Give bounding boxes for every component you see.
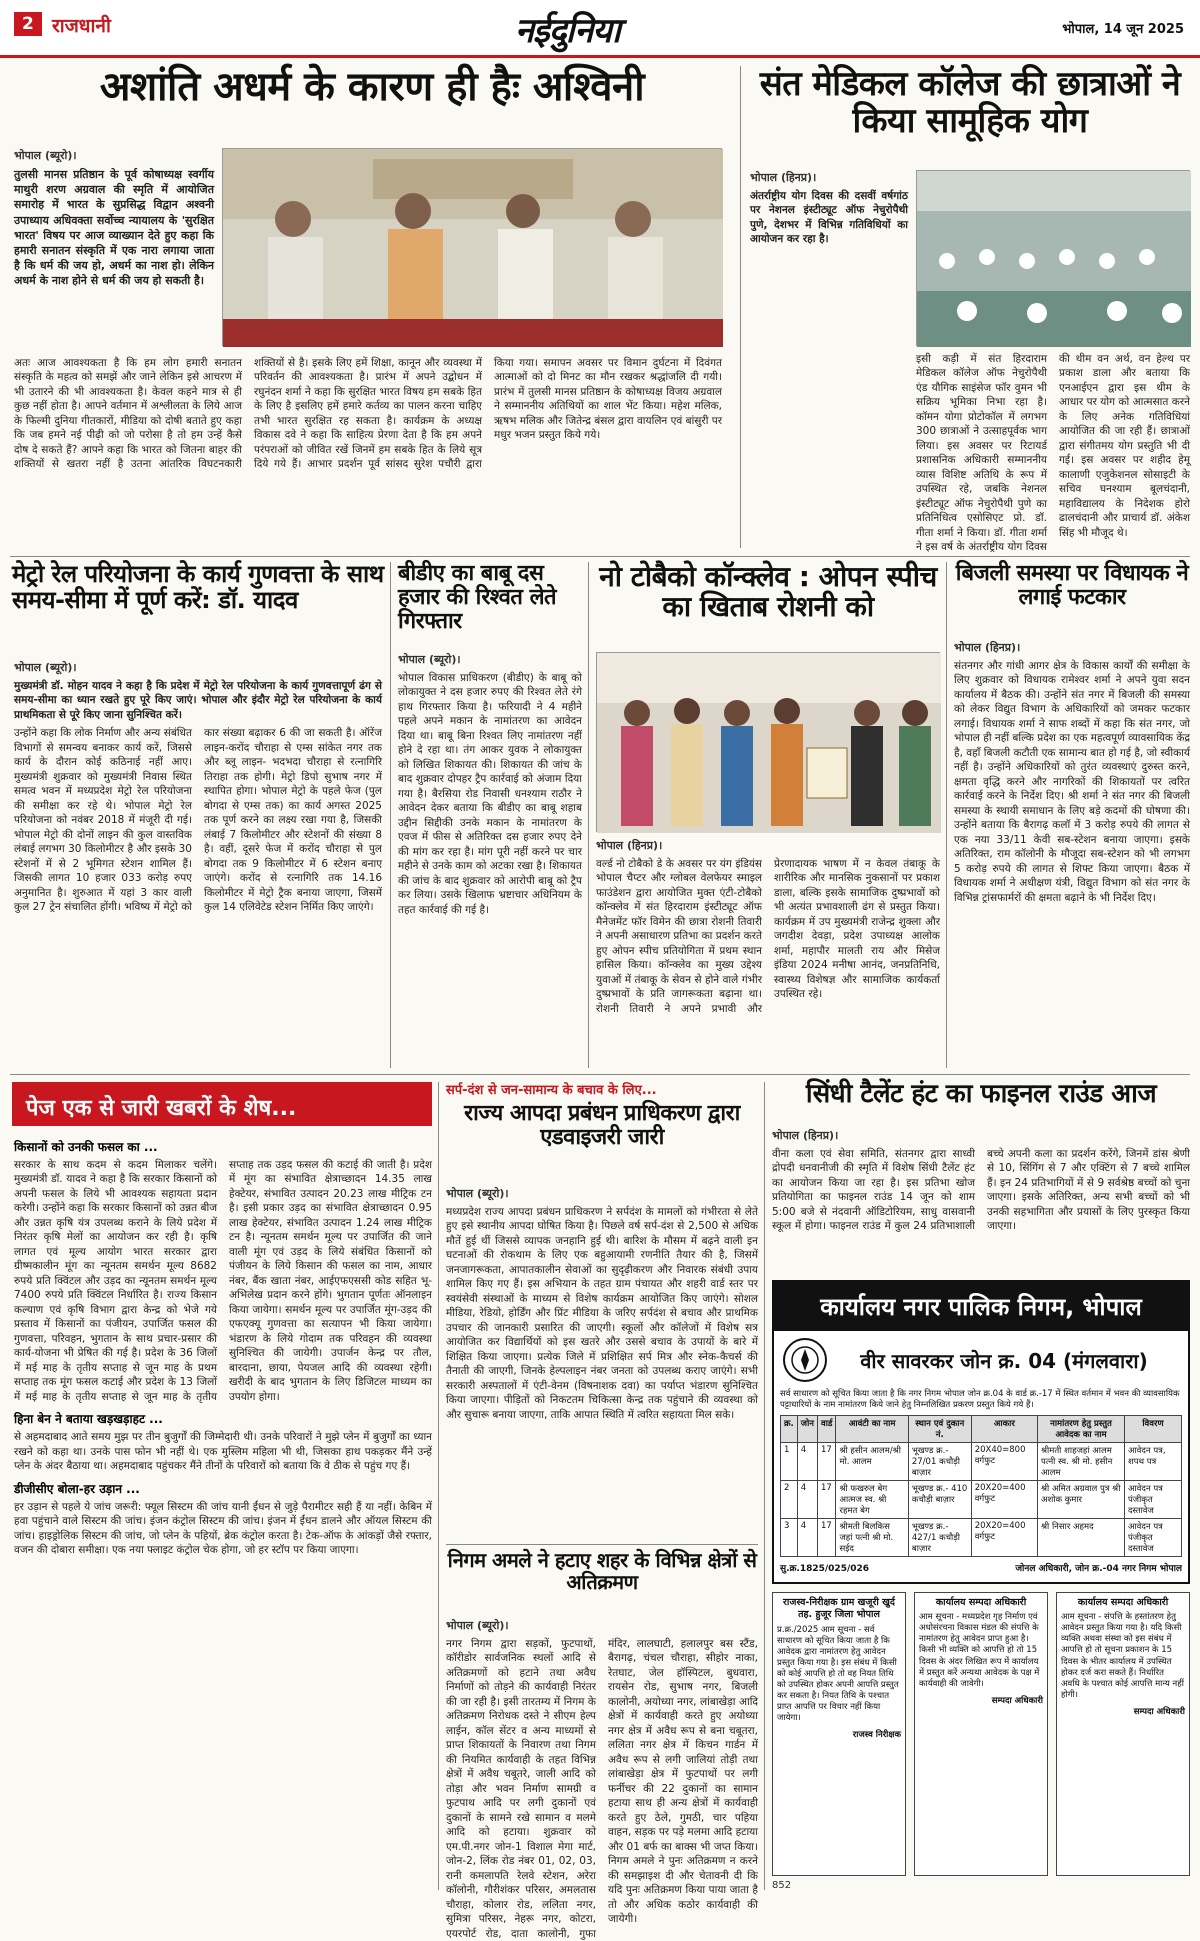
- notice-subtitle: वीर सावरकर जोन क्र. 04 (मंगलवारा): [860, 1348, 1148, 1373]
- table-cell: 17: [818, 1481, 836, 1519]
- table-cell: श्रीमती बिलकिस जहां पत्नी श्री मो. सईद: [836, 1519, 908, 1557]
- story1-lead-text: तुलसी मानस प्रतिष्ठान के पूर्व कोषाध्यक्ष स्वर्गीय माथुरी शरण अग्रवाल की स्मृति में आयोजित समारोह में भारत के सुप्रसिद्ध विद्वान अश्वनी उपाध्याय अधिवक्ता सर्वोच्च न्यायालय के 'सुरक्षित भारत' विषय पर आज व्याख्यान देते हुए कहा कि हमारी सनातन संस्कृति में एक नारा लगाया जाता है कि धर्म की जय हो, अधर्म का नाश हो। लेकिन अधर्म के नाश होने से धर्म की जय हो सकती है।: [14, 168, 214, 288]
- notice-ref-number: सु.क्र.1825/025/026: [780, 1564, 870, 1575]
- section-name: राजधानी: [52, 15, 111, 37]
- story3-headline-box: [12, 562, 384, 654]
- page-number: 2: [14, 12, 42, 36]
- story5-headline-box: [596, 562, 940, 648]
- notice-col-header: विवरण: [1124, 1416, 1181, 1443]
- story5-body: [596, 838, 940, 1068]
- story7-body: [446, 1186, 758, 1538]
- notice-col-header: स्थान एवं दुकान नं.: [908, 1416, 971, 1443]
- table-row: [781, 1481, 1182, 1519]
- story9-body-text: वीना कला एवं सेवा समिति, संतनगर द्वारा साध्वी द्रोपदी धनवानीजी की स्मृति में विशेष सिंधी टैलेंट हंट का आयोजन किया जा रहा है। इस प्रतिभा खोज प्रतियोगिता का फाइनल राउंड 14 जून को शाम 5:00 बजे से नंदवानी ऑडिटोरियम, साधु वासवानी स्कूल में होगा। फाइनल राउंड में कुल 24 प्रतिभाशाली बच्चे अपनी कला का प्रदर्शन करेंगे, जिनमें डांस श्रेणी से 10, सिंगिंग से 7 और एक्टिंग से 7 बच्चे शामिल हैं। इन 24 प्रतिभागियों में से 9 सर्वश्रेष्ठ बच्चों को चुना जाएगा। इसके अतिरिक्त, अन्य सभी बच्चों को भी उनकी सहभागिता और प्रयासों के लिए पुरस्कृत किया जाएगा।: [772, 1148, 1190, 1233]
- small-notice-2: [914, 1592, 1048, 1876]
- story2-lead-text: अंतर्राष्ट्रीय योग दिवस की दसवीं वर्षगांठ पर नेशनल इंस्टीट्यूट ऑफ नेचुरोपैथी पुणे, देशभर में विभिन्न गतिविधियों का आयोजन कर रहा है।: [750, 190, 908, 246]
- newspaper-logo: नईदुनिया: [515, 11, 620, 51]
- continued-body1: सरकार के साथ कदम से कदम मिलाकर चलेंगे। मुख्यमंत्री डॉ. यादव ने कहा है कि सरकार किसानों को अपनी फसल के लिये भी आवश्यक सहायता प्रदान करेगी। उन्होंने कहा कि सरकार किसानों को उन्नत बीज और उन्नत कृषि यंत्र उपलब्ध कराने के लिये प्रदेश में निरंतर कृषि मेलों का आयोजन कर रही है। कृषि लागत एवं मूल्य आयोग भारत सरकार द्वारा ग्रीष्मकालीन मूंग का न्यूनतम समर्थन मूल्य 8682 रुपये प्रति क्विंटल और उड़द का न्यूनतम समर्थन मूल्य 7400 रुपये प्रति क्विंटल निर्धारित है। राज्य किसान कल्याण एवं कृषि विभाग द्वारा केन्द्र को भेजे गये प्रस्ताव में किसानों का पंजीयन, उपार्जित फसल की गुणवत्ता, परिवहन, भुगतान के साथ प्रचार-प्रसार की कार्य-योजना भी प्रेषित की गई है। प्रदेश के 36 जिलों में मई माह के तृतीय सप्ताह से जून माह के प्रथम सप्ताह तक मूंग फसल कटाई और प्रदेश के 13 जिलों में मई माह के तृतीय सप्ताह से जून माह के तृतीय सप्ताह तक उड़द फसल की कटाई की जाती है। प्रदेश में मूंग का संभावित क्षेत्राच्छादन 14.35 लाख हेक्टेयर, संभावित उत्पादन 20.23 लाख मीट्रिक टन है। इसी प्रकार उड़द का संभावित क्षेत्राच्छादन 0.95 लाख हेक्टेयर, संभावित उत्पादन 1.24 लाख मीट्रिक टन है। न्यूनतम समर्थन मूल्य पर उपार्जित की जाने वाली मूंग एवं उड़द के लिये संबंधित किसानों को पंजीयन के लिये किसान की फसल का नाम, आधार नंबर, बैंक खाता नंबर, आईएफएससी कोड सहित भू-अभिलेख प्रदान करने होंगे। भुगतान पूर्णतः ऑनलाइन किया जायेगा। समर्थन मूल्य पर उपार्जित मूंग-उड़द की एफएक्यू गुणवत्ता का सत्यापन भी किया जायेगा। भंडारण के लिये गोदाम तक परिवहन की व्यवस्था सुनिश्चित की जायेगी। उपार्जन केन्द्र पर तौल, बारदाना, छाया, पेयजल आदि की व्यवस्था रहेगी। खरीदी के बाद भुगतान के लिए डिजिटल माध्यम का उपयोग होगा।: [14, 1159, 432, 1403]
- story8-body-text: नगर निगम द्वारा सड़कों, फुटपाथों, कॉरीडोर सार्वजनिक स्थलों आदि से अतिक्रमणों को हटाने तथा अवैध निर्माणों को तोड़ने की कार्यवाही निरंतर की जा रही है। इसी तारतम्य में निगम के अतिक्रमण निरोधक दस्ते ने सीएम हेल्प लाईन, कॉल सेंटर व अन्य माध्यमों से प्राप्त शिकायतों के निवारण तथा निगम की नियमित कार्यवाही के तहत विभिन्न क्षेत्रों में अवैध चबूतरे, जाली आदि को तोड़ा और भवन निर्माण सामग्री व फुटपाथ आदि पर लगी दुकानों एवं दुकानों के सामने रखे सामान व मलमे आदि को हटाया। शुक्रवार को एम.पी.नगर जोन-1 विशाल मेगा मार्ट, जोन-2, लिंक रोड नंबर 01, 02, 03, रानी कमलापति रेलवे स्टेशन, अरेरा कॉलोनी, गौरीशंकर परिसर, अमलतास चौराहा, कोलार रोड, ललिता नगर, सुमित्रा परिसर, नेहरू नगर, कोटरा, एयरपोर्ट रोड, दाता कालोनी, गुफा मंदिर, लालघाटी, हलालपुर बस स्टैंड, बैरागढ़, चंचल चौराहा, सीहोर नाका, रेतघाट, जेल हॉस्पिटल, बुधवारा, रायसेन रोड, सुभाष नगर, बिजली कालोनी, अयोध्या नगर, लांबाखेड़ा आदि क्षेत्रों में कार्यवाही करते हुए अयोध्या नगर क्षेत्र में अवैध रूप से बना चबूतरा, ललिता नगर क्षेत्र में किचन गार्डन में अवैध रूप से लगी जालियां तोड़ी तथा लांबाखेड़ा क्षेत्र में फुटपाथों पर लगी फर्नीचर की 22 दुकानों का सामान हटाया साथ ही अन्य क्षेत्रों में कार्यवाही करते हुए ठेले, गुमठी, चार पहिया वाहन, सड़क पर पड़े मलमा आदि हटाया और 01 बर्फ का बाक्स भी जप्त किया। निगम अमले ने पुनः अतिक्रमण न करने की समझाइश दी और चेतावनी दी कि यदि पुनः अतिक्रमण किया पाया जाता है तो और अधिक कठोर कार्यवाही की जायेगी।: [446, 1638, 758, 1940]
- story6-body-text: संतनगर और गांधी आगर क्षेत्र के विकास कार्यों की समीक्षा के लिए शुक्रवार को विधायक रामेश्वर शर्मा ने अपने युवा सदन कार्यालय में बैठक की। उन्होंने संत नगर में बिजली की समस्या को लेकर विद्युत विभाग के अधिकारियों को जमकर फटकार लगाई। विधायक शर्मा ने साफ शब्दों में कहा कि संत नगर, जो भोपाल ही नहीं बल्कि प्रदेश का एक महत्वपूर्ण व्यावसायिक केंद्र है, वहाँ बिजली कटौती एक सामान्य बात हो गई है, जो स्वीकार्य नहीं है। उन्होंने अधिकारियों को तुरंत व्यवस्थाएं दुरुस्त करने, क्षमता वृद्धि करने और नागरिकों की शिकायतों पर त्वरित कार्रवाई करने के निर्देश दिए। श्री शर्मा ने संत नगर की बिजली समस्या के स्थायी समाधान के लिए बड़े कदमों की घोषणा की। उन्होंने बताया कि बैरागढ़ कलॉ में 3 करोड़ रुपये की लागत से एक नया 33/11 केवी सब-स्टेशन बनाया जाएगा। इसके अतिरिक्त, राम कॉलोनी के मौजूदा सब-स्टेशन को भी लगभग 5 करोड़ रुपये की लागत से शिफ्ट किया जाएगा। बैठक में विधायक शर्मा ने अधीक्षण यंत्री, विद्युत विभाग को संत नगर के विभिन्न ट्रांसफार्मरों की क्षमता बढ़ाने के भी निर्देश दिए।: [954, 660, 1190, 904]
- small-notice-title: कार्यालय सम्पदा अधिकारी: [935, 1597, 1027, 1608]
- table-cell: 20X20=400 वर्गफुट: [971, 1481, 1037, 1519]
- table-cell: 3: [781, 1519, 798, 1557]
- small-notice-title: राजस्व-निरीक्षक ग्राम खजूरी खुर्द तह. हुजूर जिला भोपाल: [783, 1597, 895, 1621]
- story3-headline: मेट्रो रेल परियोजना के कार्य गुणवत्ता के साथ समय-सीमा में पूर्ण करें: डॉ. यादव: [12, 560, 384, 614]
- small-notice-body: आम सूचना - संपत्ति के हस्तांतरण हेतु आवेदन प्रस्तुत किया गया है। यदि किसी व्यक्ति अथवा संस्था को इस संबंध में आपत्ति हो तो सूचना प्रकाशन के 15 दिवस के भीतर कार्यालय में उपस्थित होकर दर्ज करा सकते हैं। निर्धारित अवधि के पश्चात कोई आपत्ति मान्य नहीं होगी।: [1061, 1612, 1184, 1700]
- story4-headline: बीडीए का बाबू दस हजार की रिश्वत लेते गिरफ्तार: [398, 561, 557, 634]
- page-footer-number: 852: [772, 1880, 792, 1891]
- story1-headline-box: [12, 64, 732, 110]
- notice-title: कार्यालय नगर पालिक निगम, भोपाल: [774, 1282, 1188, 1331]
- continued-sub3: डीजीसीए बोला-हर उड़ान ...: [14, 1481, 140, 1496]
- table-row: [781, 1443, 1182, 1481]
- story5-photo: [596, 652, 940, 832]
- table-cell: 2: [781, 1481, 798, 1519]
- story2-byline: भोपाल (हिनप्र)।: [750, 171, 817, 184]
- story3-byline: भोपाल (ब्यूरो)।: [14, 661, 77, 674]
- story1-photo-image: [223, 149, 723, 347]
- table-cell: 17: [818, 1519, 836, 1557]
- table-cell: आवेदन पत्र, शपथ पत्र: [1124, 1443, 1181, 1481]
- story2-lead: [750, 170, 908, 550]
- dateline: भोपाल, 14 जून 2025: [1062, 22, 1184, 37]
- story1-body-text: अतः आज आवश्यकता है कि हम लोग हमारी सनातन संस्कृति के महत्व को समझें और जाने लेकिन इसे आचरण में भी उतारने की भी आवश्यकता है। केवल कहने मात्र से ही कुछ नहीं होता है। आपने वर्तमान में अश्लीलता के लिये आज के फिल्मी दुनिया गीतकारों, मीडिया को दोषी बताते हुए कहा कि जब हमने नई पीढ़ी को जो परोसा है तो हम उन्हें कैसे दोष दे सकते हैं? आपने कहा कि भारत को जितना बाहर की शक्तियों से खतरा नहीं है उतना आंतरिक विघटनकारी शक्तियों से है। इसके लिए हमें शिक्षा, कानून और व्यवस्था में परिवर्तन की आवश्यकता है। प्रारंभ में अपने उद्बोधन में रघुनंदन शर्मा ने कहा कि सुरक्षित भारत विषय हम सबके हित के लिए है इसलिए हमें हमारे कर्तव्य का पालन करना चाहिए तभी भारत सुरक्षित रह सकता है। कार्यक्रम के अध्यक्ष विकास दवे ने कहा कि साहित्य प्रेरणा देता है कि हम अपने परंपराओं को जीवित रखें जिनमें हम सबके हित के लिये सूत्र दिये गये हैं। आभार प्रदर्शन पूर्व सांसद सुरेश पचौरी द्वारा किया गया। समापन अवसर पर विमान दुर्घटना में दिवंगत आत्माओं को दो मिनट का मौन रखकर श्रद्धांजलि दी गयी। प्रारंभ में तुलसी मानस प्रतिष्ठान के कोषाध्यक्ष विजय अग्रवाल ने सम्माननीय अतिथियों का शाल भेंट किया। महेश मलिक, ऋषभ मलिक और जितेन्द्र बंसल द्वारा वायलिन एवं बांसुरी पर मधुर भजन प्रस्तुत किये गये।: [14, 357, 723, 471]
- story6-byline: भोपाल (हिनप्र)।: [954, 641, 1021, 654]
- small-notice-sign: राजस्व निरीक्षक: [852, 1730, 901, 1741]
- story7-headline: राज्य आपदा प्रबंधन प्राधिकरण द्वारा एडवाइजरी जारी: [464, 1101, 740, 1150]
- small-notice-sign: सम्पदा अधिकारी: [991, 1695, 1043, 1706]
- story5-body-text: वर्ल्ड नो टोबैको डे के अवसर पर यंग इंडियंस भोपाल चैप्टर और ग्लोबल वेलफेयर स्माइल फाउंडेशन द्वारा आयोजित मुक्त एंटी-टोबैको कॉन्क्लेव में संत हिरदाराम इंस्टीट्यूट ऑफ मैनेजमेंट फॉर विमेन की छात्रा रोशनी तिवारी ने अपनी असाधारण प्रतिभा का प्रदर्शन करते हुए ओपन स्पीच प्रतियोगिता में प्रथम स्थान हासिल किया। कॉन्क्लेव का मुख्य उद्देश्य युवाओं में तंबाकू के सेवन से होने वाले गंभीर दुष्प्रभावों के प्रति जागरूकता बढ़ाना था। रोशनी तिवारी ने अपने प्रभावी और प्रेरणादायक भाषण में न केवल तंबाकू के शारीरिक और मानसिक नुकसानों पर प्रकाश डाला, बल्कि इसके सामाजिक दुष्प्रभावों को भी अत्यंत प्रभावशाली ढंग से प्रस्तुत किया। कार्यक्रम में उप मुख्यमंत्री राजेन्द्र शुक्ला और जगदीश देवड़ा, प्रदेश उपाध्यक्ष आलोक शर्मा, महापौर मालती राय और मिसेज इंडिया 2024 मनीषा आनंद, जनप्रतिनिधि, स्वास्थ्य विशेषज्ञ और सामाजिक कार्यकर्ता उपस्थित रहे।: [596, 858, 940, 1015]
- story9-headline-box: [772, 1080, 1190, 1124]
- notice-intro: सर्व साधारण को सूचित किया जाता है कि नगर निगम भोपाल जोन क्र.04 के वार्ड क्र.-17 में स्थित वर्तमान में भवन की व्यावसायिक पट्टाधारियों के नाम नामांतरण किये जाने हेतु निम्नलिखित प्रकरण प्रस्तुत किये गये हैं।: [780, 1389, 1180, 1411]
- small-notice-1: [772, 1592, 906, 1876]
- story1-body: [14, 356, 722, 550]
- small-notice-sign: सम्पदा अधिकारी: [1133, 1706, 1185, 1717]
- masthead: [0, 0, 1200, 58]
- table-cell: 20X40=800 वर्गफुट: [971, 1443, 1037, 1481]
- story7-body-text: मध्यप्रदेश राज्य आपदा प्रबंधन प्राधिकरण ने सर्पदंश के मामलों को गंभीरता से लेते हुए इसे स्थानीय आपदा घोषित किया है। पिछले वर्ष सर्प-दंश से 2,500 से अधिक मौतें हुई थीं जिससे व्यापक जनहानि हुई थी। बारिश के मौसम में बढ़ने वाली इन घटनाओं की रोकथाम के लिए एक बहुआयामी रणनीति तैयार की है, जिसमें जनजागरूकता, आपातकालीन सेवाओं का सुदृढ़ीकरण और निवारक संबंधी उपाय शामिल किए गए हैं। इस अभियान के तहत ग्राम पंचायत और शहरी वार्ड स्तर पर स्वयंसेवी संस्थाओं के माध्यम से विशेष कार्यक्रम आयोजित किए जाएंगे। सोशल मीडिया, रेडियो, होर्डिंग और प्रिंट मीडिया के जरिए सर्पदंश से बचाव और प्राथमिक उपचार की जानकारी प्रसारित की जाएगी। स्कूलों और कॉलेजों में विशेष सत्र आयोजित कर विद्यार्थियों को इस खतरे और उससे बचाव के उपायों के बारे में शिक्षित किया जाएगा। प्रत्येक जिले में प्रशिक्षित सर्प मित्र और स्नेक-कैचर्स की तैनाती की जाएगी, जिनके हेल्पलाइन नंबर जनता को उपलब्ध कराए जाएंगे। सभी सरकारी अस्पतालों में एंटी-वेनम (विषनाशक दवा) का पर्याप्त भंडारण सुनिश्चित किया जाएगा। पीड़ितों को निकटतम चिकित्सा केन्द्र तक पहुंचाने की व्यवस्था को और सुचारू बनाया जाएगा, ताकि आपात स्थिति में त्वरित सहायता मिल सके।: [446, 1206, 758, 1421]
- story1-photo: [222, 148, 722, 346]
- notice-col-header: नामांतरण हेतु प्रस्तुत आवेदक का नाम: [1038, 1416, 1125, 1443]
- table-cell: भूखण्ड क्र.- 27/01 कचौड़ी बाज़ार: [908, 1443, 971, 1481]
- story1-byline: भोपाल (ब्यूरो)।: [14, 149, 77, 162]
- municipal-emblem-icon: [782, 1337, 828, 1383]
- story2-headline: संत मेडिकल कॉलेज की छात्राओं ने किया सामूहिक योग: [759, 64, 1181, 141]
- table-row: [781, 1519, 1182, 1557]
- municipal-notice: [772, 1280, 1190, 1584]
- continued-body: [14, 1132, 432, 1890]
- story4-headline-box: [398, 562, 582, 648]
- continued-sub1: किसानों को उनकी फसल का ...: [14, 1140, 158, 1154]
- story7-headline-box: [446, 1080, 758, 1184]
- notice-table-header: [781, 1416, 1182, 1443]
- story6-body: [954, 640, 1190, 1068]
- small-notice-body: आम सूचना - मध्यप्रदेश गृह निर्माण एवं अधोसंरचना विकास मंडल की संपत्ति के नामांतरण हेतु आवेदन प्राप्त हुआ है। किसी भी व्यक्ति को आपत्ति हो तो 15 दिवस के अंदर लिखित रूप में कार्यालय में प्रस्तुत करें अन्यथा आवेदक के पक्ष में कार्यवाही की जावेगी।: [919, 1612, 1040, 1689]
- table-cell: श्री हसीन आलम/श्री मो. आलम: [836, 1443, 908, 1481]
- table-cell: भूखण्ड क्र.- 427/1 कचौड़ी बाज़ार: [908, 1519, 971, 1557]
- small-notice-3: [1056, 1592, 1190, 1876]
- table-cell: 4: [797, 1519, 817, 1557]
- notice-col-header: क्र.: [781, 1416, 798, 1443]
- story1-headline: अशांति अधर्म के कारण ही हैः अश्विनी: [99, 64, 645, 110]
- notice-col-header: आकार: [971, 1416, 1037, 1443]
- continued-banner: पेज एक से जारी खबरों के शेष...: [12, 1082, 432, 1126]
- continued-body2: से अहमदाबाद आते समय मुझ पर तीन बुजुर्गों की जिम्मेदारी थी। उनके परिवारों ने मुझे प्लेन में बुजुर्गों का ध्यान रखने को कहा था। उनके पास फोन भी नहीं थे। एक मुस्लिम महिला भी थी, जिसका हाथ पकड़कर मैंने उन्हें प्लेन के अंदर बैठाया था। अहमदाबाद पहुंचकर मैंने तीनों के परिवारों को बताया कि वे ठीक से पहुंच गए हैं।: [14, 1431, 432, 1473]
- story4-body-text: भोपाल विकास प्राधिकरण (बीडीए) के बाबू को लोकायुक्त ने दस हजार रुपए की रिश्वत लेते रंगे हाथ गिरफ्तार किया है। फरियादी ने 4 महीने पहले अपने मकान के नामांतरण का आवेदन दिया था। बाबू बिना रिश्वत लिए नामांतरण नहीं होने दे रहा था। तंग आकर युवक ने लोकायुक्त को लिखित शिकायत की। शिकायत की जांच के बाद शुक्रवार दोपहर ट्रैप कार्रवाई को अंजाम दिया गया है। बैरसिया रोड निवासी धनश्याम राठौर ने आवेदन देकर बताया कि बीडीए का बाबू शहाब उद्दीन सिद्दीकी उनके मकान के नामांतरण के एवज में फीस से अतिरिक्त दस हजार रुपए देने की मांग कर रहा है। मांग पूरी नहीं करने पर चार महीने से उनके काम को अटका रखा है। शिकायत की जांच के बाद शुक्रवार को आरोपी बाबू को ट्रैप कर लिया। उसके खिलाफ भ्रष्टाचार अधिनियम के तहत कार्रवाई की गई है।: [398, 672, 582, 916]
- story5-headline: नो टोबैको कॉन्क्लेव : ओपन स्पीच का खिताब रोशनी को: [599, 560, 937, 624]
- small-notice-title: कार्यालय सम्पदा अधिकारी: [1077, 1597, 1169, 1608]
- story2-body-text: इसी कड़ी में संत हिरदाराम मेडिकल कॉलेज ऑफ नेचुरोपैथी एंड यौगिक साइंसेज फॉर वुमन भी सक्रिय भूमिका निभा रहा है। कॉमन योगा प्रोटोकॉल में लगभग 300 छात्राओं ने उत्साहपूर्वक भाग लिया। इस अवसर पर रिटायर्ड प्रशासनिक अधिकारी सम्माननीय व्यास विशिष्ट अतिथि के रूप में उपस्थित रहे, जबकि नेशनल इंस्टीट्यूट ऑफ नेचुरोपैथी पुणे का प्रतिनिधित्व एसोसिएट प्रो. डॉ. गीता शर्मा ने किया। डॉ. गीता शर्मा ने इस वर्ष के अंतर्राष्ट्रीय योग दिवस की थीम वन अर्थ, वन हेल्थ पर प्रकाश डाला और बताया कि एनआईएन द्वारा इस थीम के आधार पर योग को आत्मसात करने के लिए अनेक गतिविधियां आयोजित की जा रही हैं। छात्राओं द्वारा संगीतमय योग प्रस्तुति भी दी गई। इस अवसर पर शहीद हेमू कालाणी एजुकेशनल सोसाइटी के सचिव घनश्याम बूलचंदानी, महाविद्यालय के निदेशक होरो ढालचंदानी और प्राचार्य डॉ. अंकेश सिंह भी मौजूद थे।: [916, 353, 1190, 554]
- story8-headline: निगम अमले ने हटाए शहर के विभिन्न क्षेत्रों से अतिक्रमण: [447, 1548, 757, 1594]
- story2-photo: [916, 170, 1190, 346]
- story8-body: [446, 1618, 758, 1940]
- story5-photo-image: [597, 653, 941, 833]
- table-cell: आवेदन पत्र पंजीकृत दस्तावेज: [1124, 1519, 1181, 1557]
- story7-kicker: सर्प-दंश से जन-सामान्य के बचाव के लिए...: [446, 1083, 657, 1098]
- story9-headline: सिंधी टैलेंट हंट का फाइनल राउंड आज: [805, 1079, 1157, 1109]
- story9-byline: भोपाल (हिनप्र)।: [772, 1129, 839, 1142]
- small-notice-body: प्र.क्र./2025 आम सूचना - सर्व साधारण को सूचित किया जाता है कि आवेदक द्वारा नामांतरण हेतु आवेदन प्रस्तुत किया गया है। इस संबंध में किसी को कोई आपत्ति हो तो वह नियत तिथि को उपस्थित होकर अपनी आपत्ति प्रस्तुत कर सकता है। नियत तिथि के पश्चात प्राप्त आपत्ति पर विचार नहीं किया जायेगा।: [777, 1624, 899, 1724]
- story4-body: [398, 652, 582, 1066]
- notice-subtitle-row: [774, 1331, 1188, 1389]
- continued-body3: हर उड़ान से पहले ये जांच जरूरी: फ्यूल सिस्टम की जांच यानी ईंधन से जुड़े पैरामीटर सही हैं या नहीं। केबिन में हवा पहुंचाने वाले सिस्टम की जांच। इंजन कंट्रोल सिस्टम की जांच। इंजन में ईंधन डालने और ऑयल सिस्टम की जांच। हाइड्रोलिक सिस्टम की जांच, जो प्लेन के पहियों, ब्रेक कंट्रोल करता है। टेक-ऑफ के आंकड़ों जैसे रफ्तार, वजन की दोबारा समीक्षा। एक नया फ्लाइट कंट्रोल चेक होगा, जो हर स्टॉप पर किया जाएगा।: [14, 1500, 432, 1557]
- notice-col-header: वार्ड: [818, 1416, 836, 1443]
- story3-body-text: उन्होंने कहा कि लोक निर्माण और अन्य संबंधित विभागों से समन्वय बनाकर कार्य करें, जिससे कार्य के दौरान कोई कठिनाई नहीं आए। मुख्यमंत्री शुक्रवार को मुख्यमंत्री निवास स्थित समत्व भवन में मध्यप्रदेश मेट्रो रेल परियोजना की समीक्षा कर रहे थे। भोपाल मेट्रो रेल परियोजना को नवंबर 2018 में मंजूरी दी गई। भोपाल मेट्रो की दोनों लाइन की कुल वास्तविक लंबाई लगभग 30 किलोमीटर है और इसके 30 स्टेशनों में से 2 भूमिगत स्टेशन शामिल हैं। जिसकी लागत 10 हजार 033 करोड़ रुपए अनुमानित है। शुरुआत में यहां 3 कार वाली कुल 27 ट्रेन संचालित होंगी। भविष्य में मेट्रो को कार संख्या बढ़ाकर 6 की जा सकती है। ऑरेंज लाइन-करोंद चौराहा से एम्स सांकेत नगर तक और ब्लू लाइन- भदभदा चौराहा से रत्नागिरि तिराहा तक होगी। मेट्रो डिपो सुभाष नगर में स्थापित होगा। भोपाल मेट्रो के पहले फेज (पुल बोगदा से एम्स तक) का कार्य अगस्त 2025 तक पूर्ण करने का लक्ष्य रखा गया है, जिसकी लंबाई 7 किलोमीटर और स्टेशनों की संख्या 8 है। वहीं, दूसरे फेज में करोंद चौराहा से पुल बोगदा तक 9 किलोमीटर में 6 स्टेशन बनाए जाएंगे। करोंद से रत्नागिरि तक 14.16 किलोमीटर में मेट्रो ट्रैक बनाया जाएगा, जिसमें कुल 14 एलिवेटेड स्टेशन निर्मित किए जाएंगे।: [14, 727, 382, 914]
- notice-table: [780, 1415, 1182, 1557]
- story6-headline: बिजली समस्या पर विधायक ने लगाई फटकार: [955, 561, 1189, 610]
- notice-col-header: जोन: [797, 1416, 817, 1443]
- story3-lead-text: मुख्यमंत्री डॉ. मोहन यादव ने कहा है कि प्रदेश में मेट्रो रेल परियोजना के कार्य गुणवत्तापूर्ण ढंग से समय-सीमा का ध्यान रखते हुए पूरे किए जाएं। भोपाल और इंदौर मेट्रो रेल परियोजना के कार्य प्राथमिकता से पूरे किए जाना सुनिश्चित करें।: [14, 680, 382, 721]
- table-cell: श्री फखरुल बेग आत्मज स्व. श्री रहमत बेग: [836, 1481, 908, 1519]
- notice-footer: [774, 1557, 1188, 1578]
- story2-headline-box: [750, 66, 1190, 162]
- table-cell: 4: [797, 1443, 817, 1481]
- table-cell: श्रीमती शाहजहां आलम पत्नी स्व. श्री मो. हसीन आलम: [1038, 1443, 1125, 1481]
- story9-body: [772, 1128, 1190, 1274]
- story2-body: [916, 352, 1190, 554]
- table-cell: आवेदन पत्र पंजीकृत दस्तावेज: [1124, 1481, 1181, 1519]
- table-cell: 1: [781, 1443, 798, 1481]
- story5-byline: भोपाल (हिनप्र)।: [596, 839, 663, 852]
- story6-headline-box: [954, 562, 1190, 636]
- story2-photo-image: [917, 171, 1191, 347]
- story7-byline: भोपाल (ब्यूरो)।: [446, 1187, 509, 1200]
- table-cell: भूखण्ड क्र.- 410 कचौड़ी बाज़ार: [908, 1481, 971, 1519]
- notice-col-header: आवंटी का नाम: [836, 1416, 908, 1443]
- table-cell: श्री निसार अहमद: [1038, 1519, 1125, 1557]
- table-cell: 17: [818, 1443, 836, 1481]
- story4-byline: भोपाल (ब्यूरो)।: [398, 653, 461, 666]
- continued-sub2: हिना बेन ने बताया खड़खड़ाहट ...: [14, 1412, 163, 1427]
- notice-signatory: जोनल अधिकारी, जोन क्र.-04 नगर निगम भोपाल: [1015, 1564, 1182, 1575]
- story8-headline-box: [446, 1550, 758, 1614]
- story3-body: [14, 660, 382, 1068]
- story8-byline: भोपाल (ब्यूरो)।: [446, 1619, 509, 1632]
- table-cell: 20X20=400 वर्गफुट: [971, 1519, 1037, 1557]
- table-cell: 4: [797, 1481, 817, 1519]
- table-cell: श्री अमित अग्रवाल पुत्र श्री अशोक कुमार: [1038, 1481, 1125, 1519]
